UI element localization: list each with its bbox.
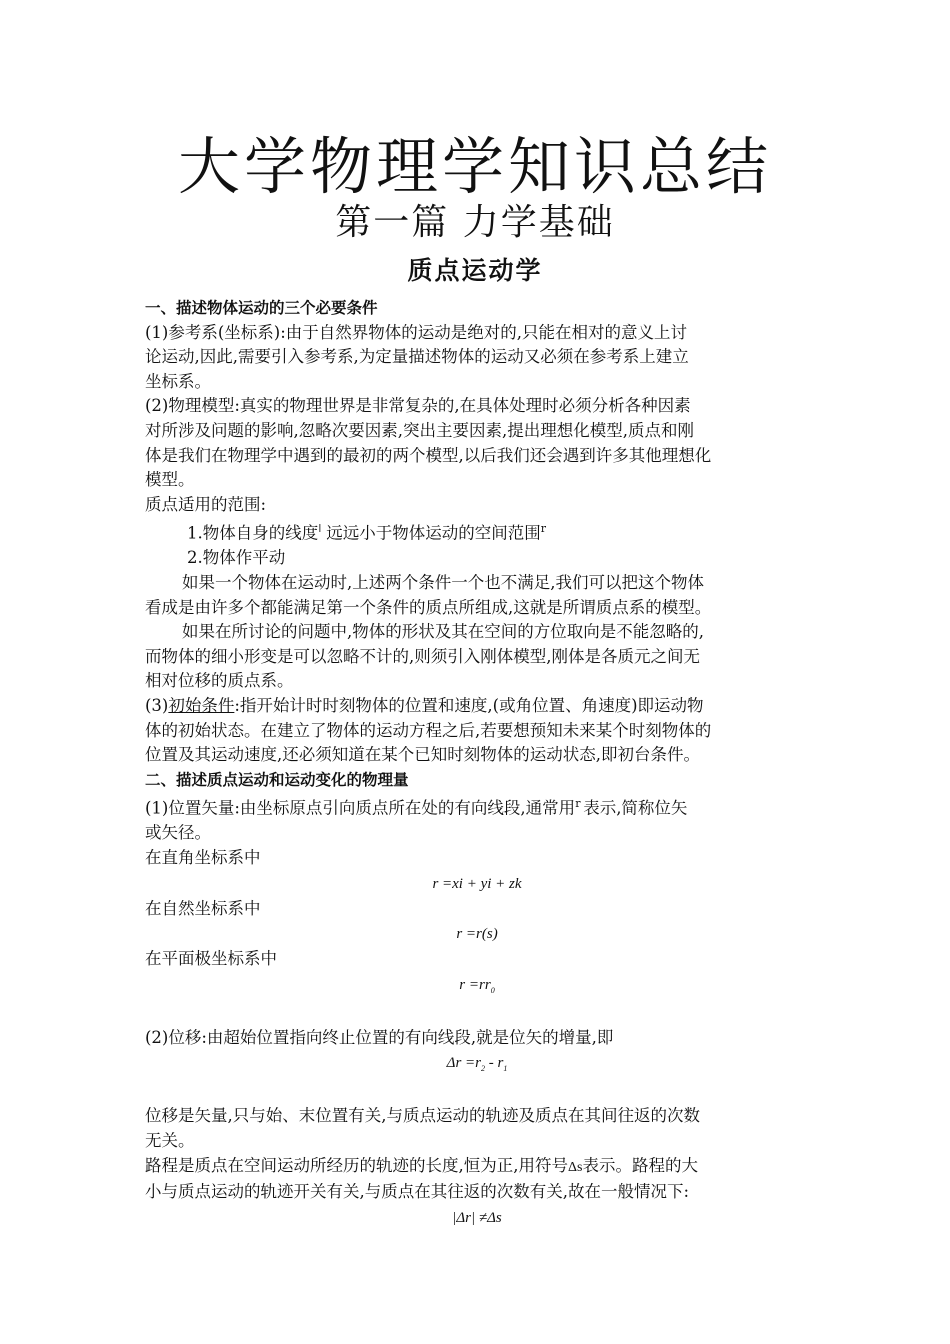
paragraph-line — [145, 792, 809, 821]
paragraph-line: 在平面极坐标系中 — [145, 949, 277, 969]
paragraph-line: (1)参考系(坐标系):由于自然界物体的运动是绝对的,只能在相对的意义上讨 — [145, 322, 688, 342]
underlined-term: 初始条件 — [168, 696, 235, 715]
paragraph-line: 相对位移的质点系。 — [145, 671, 294, 691]
list-item — [145, 517, 809, 546]
paragraph-line: 质点适用的范围: — [145, 494, 267, 514]
paragraph-line: 无关。 — [145, 1131, 195, 1151]
glyph-mark: r — [575, 797, 581, 811]
body-text — [145, 296, 809, 1231]
paragraph-line: (2)位移:由超始位置指向终止位置的有向线段,就是位矢的增量,即 — [145, 1027, 614, 1047]
equation-text: r =rr — [459, 976, 491, 993]
chapter-heading: 质点运动学 — [407, 256, 543, 285]
glyph-mark: r — [540, 522, 547, 536]
paragraph-line: 在自然坐标系中 — [145, 898, 261, 918]
paragraph-line: 而物体的细小形变是可以忽略不计的,则须引入刚体模型,刚体是各质元之间无 — [145, 646, 700, 666]
paragraph-line: 论运动,因此,需要引入参考系,为定量描述物体的运动又必须在参考系上建立 — [145, 347, 689, 367]
paragraph-line: 如果一个物体在运动时,上述两个条件一个也不满足,我们可以把这个物体 — [182, 573, 704, 593]
paragraph-line: (2)物理模型:真实的物理世界是非常复杂的,在具体处理时必须分析各种因素 — [145, 396, 691, 416]
paragraph-line: 体是我们在物理学中遇到的最初的两个模型,以后我们还会遇到许多其他理想化 — [145, 445, 712, 465]
paragraph-line: 坐标系。 — [145, 371, 211, 391]
equation-inequality: |Δr| ≠Δs — [452, 1209, 502, 1226]
section-heading-1: 一、描述物体运动的三个必要条件 — [145, 299, 378, 317]
list-item: 2.物体作平动 — [187, 548, 286, 568]
paragraph-line: 如果在所讨论的问题中,物体的形状及其在空间的方位取向是不能忽略的, — [182, 622, 704, 642]
equation-subscript: 1 — [503, 1064, 508, 1074]
document-title: 大学物理学知识总结 — [177, 130, 772, 203]
section-heading-2: 二、描述质点运动和运动变化的物理量 — [145, 770, 409, 789]
paragraph-line: 模型。 — [145, 470, 195, 490]
text-span: 表示,简称位矢 — [583, 798, 688, 818]
equation-polar — [145, 972, 809, 1004]
text-span: 表示。路程的大 — [582, 1155, 698, 1175]
paragraph-line: 位置及其运动速度,还必须知道在某个已知时刻物体的运动状态,即初台条件。 — [145, 745, 700, 765]
text-span: :指开始计时时刻物体的位置和速度,(或角位置、角速度)即运动物 — [234, 696, 704, 715]
equation-displacement — [145, 1050, 809, 1082]
list-item-text: 1.物体自身的线度 — [187, 523, 319, 543]
equation-text: Δr =r — [446, 1055, 481, 1072]
equation-subscript: 2 — [481, 1064, 485, 1074]
equation-natural: r =r(s) — [456, 926, 498, 943]
paragraph-line — [145, 1154, 809, 1181]
text-span: (3) — [145, 696, 169, 715]
equation-subscript: 0 — [490, 985, 495, 995]
glyph-mark: ǀ — [318, 522, 322, 536]
equation-cartesian: r =xi + yi + zk — [432, 875, 522, 892]
paragraph-line: 在直角坐标系中 — [145, 848, 261, 868]
text-span: (1)位置矢量:由坐标原点引向质点所在处的有向线段,通常用 — [145, 798, 576, 818]
paragraph-line: 位移是矢量,只与始、末位置有关,与质点运动的轨迹及质点在其间往返的次数 — [145, 1106, 700, 1126]
paragraph-line: 看成是由许多个都能满足第一个条件的质点所组成,这就是所谓质点系的模型。 — [145, 597, 712, 617]
paragraph-line: 或矢径。 — [145, 823, 211, 843]
spacer — [145, 1004, 809, 1026]
spacer — [145, 1082, 809, 1104]
text-span: 路程是质点在空间运动所经历的轨迹的长度,恒为正,用符号 — [145, 1155, 568, 1175]
paragraph-line — [145, 694, 809, 719]
list-item-text: 远远小于物体运动的空间范围 — [326, 523, 541, 543]
paragraph-line: 对所涉及问题的影响,忽略次要因素,突出主要因素,提出理想化模型,质点和刚 — [145, 420, 694, 440]
paragraph-line: 体的初始状态。在建立了物体的运动方程之后,若要想预知未来某个时刻物体的 — [145, 720, 712, 740]
paragraph-line: 小与质点运动的轨迹开关有关,与质点在其往返的次数有关,故在一般情况下: — [145, 1182, 690, 1202]
equation-text: - r — [485, 1055, 504, 1072]
part-heading: 第一篇 力学基础 — [335, 202, 615, 243]
path-symbol: Δs — [568, 1159, 583, 1175]
